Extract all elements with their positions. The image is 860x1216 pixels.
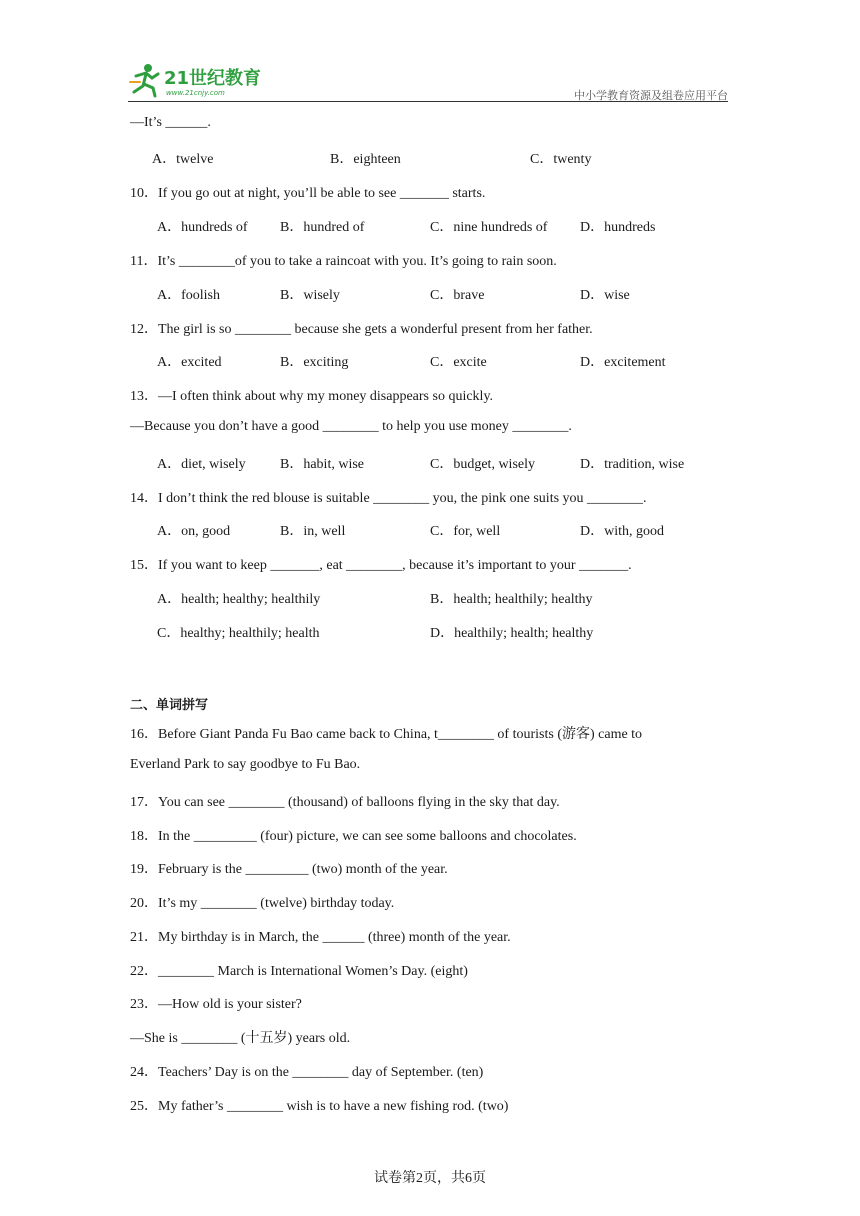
q24: 24．Teachers’ Day is on the ________ day of September. (ten) xyxy=(130,1065,484,1080)
q13-option-b: B．habit, wise xyxy=(280,457,364,472)
q12-option-c: C．excite xyxy=(430,355,487,370)
q13-stem: 13．—I often think about why my money disappears so quickly. xyxy=(130,389,494,404)
section-heading: 二、单词拼写 xyxy=(130,698,209,713)
q12-option-a: A．excited xyxy=(157,355,222,370)
logo-url: www.21cnjy.com xyxy=(166,89,225,97)
q18: 18．In the _________ (four) picture, we can see some balloons and chocolates. xyxy=(130,829,577,844)
q10-option-c: C．nine hundreds of xyxy=(430,220,548,235)
q14-stem: 14．I don’t think the red blouse is suitable ________ you, the pink one suits you ________. xyxy=(130,491,647,506)
header-divider xyxy=(128,101,728,102)
q11-option-b: B．wisely xyxy=(280,288,340,303)
q15-option-c: C．healthy; healthily; health xyxy=(157,626,320,641)
q11-option-c: C．brave xyxy=(430,288,485,303)
q15-option-b: B．health; healthily; healthy xyxy=(430,592,593,607)
q11-option-a: A．foolish xyxy=(157,288,220,303)
q10-option-d: D．hundreds xyxy=(580,220,656,235)
q11-stem: 11．It’s ________of you to take a raincoat with you. It’s going to rain soon. xyxy=(130,254,557,269)
q19: 19．February is the _________ (two) month of the year. xyxy=(130,862,448,877)
q22: 22．________ March is International Women’s Day. (eight) xyxy=(130,964,468,979)
runner-icon xyxy=(130,64,158,96)
q21: 21．My birthday is in March, the ______ (three) month of the year. xyxy=(130,930,511,945)
q23-answer-line: —She is ________ (十五岁) years old. xyxy=(130,1031,351,1046)
page-footer: 试卷第2页，共6页 xyxy=(374,1171,486,1186)
q10-stem: 10．If you go out at night, you’ll be able to see _______ starts. xyxy=(130,186,486,201)
q25: 25．My father’s ________ wish is to have a new fishing rod. (two) xyxy=(130,1099,509,1114)
q13-answer-line: —Because you don’t have a good ________ to help you use money ________. xyxy=(130,419,572,434)
q9-option-a: A．twelve xyxy=(152,152,214,167)
q16-line2: Everland Park to say goodbye to Fu Bao. xyxy=(130,757,361,772)
q15-option-d: D．healthily; health; healthy xyxy=(430,626,594,641)
q12-option-d: D．excitement xyxy=(580,355,666,370)
q10-option-a: A．hundreds of xyxy=(157,220,248,235)
q23-stem: 23．—How old is your sister? xyxy=(130,997,302,1012)
platform-name: 中小学教育资源及组卷应用平台 xyxy=(574,89,728,102)
q16-line1: 16．Before Giant Panda Fu Bao came back to China, t________ of tourists (游客) came to xyxy=(130,727,643,742)
q14-option-a: A．on, good xyxy=(157,524,231,539)
q14-option-c: C．for, well xyxy=(430,524,501,539)
page-header xyxy=(128,60,728,104)
q9-option-c: C．twenty xyxy=(530,152,592,167)
logo-text: 21世纪教育 xyxy=(164,68,262,89)
q15-option-a: A．health; healthy; healthily xyxy=(157,592,321,607)
q10-option-b: B．hundred of xyxy=(280,220,365,235)
logo xyxy=(128,60,278,100)
q14-option-b: B．in, well xyxy=(280,524,346,539)
q13-option-d: D．tradition, wise xyxy=(580,457,685,472)
q20: 20．It’s my ________ (twelve) birthday today. xyxy=(130,896,395,911)
q9-answer-line: —It’s ______. xyxy=(130,115,211,130)
q9-option-b: B．eighteen xyxy=(330,152,401,167)
q14-option-d: D．with, good xyxy=(580,524,664,539)
q15-stem: 15．If you want to keep _______, eat ________, because it’s important to your _______. xyxy=(130,558,632,573)
q17: 17．You can see ________ (thousand) of balloons flying in the sky that day. xyxy=(130,795,560,810)
q13-option-a: A．diet, wisely xyxy=(157,457,246,472)
q12-option-b: B．exciting xyxy=(280,355,349,370)
q13-option-c: C．budget, wisely xyxy=(430,457,535,472)
q12-stem: 12．The girl is so ________ because she gets a wonderful present from her father. xyxy=(130,322,593,337)
q11-option-d: D．wise xyxy=(580,288,630,303)
